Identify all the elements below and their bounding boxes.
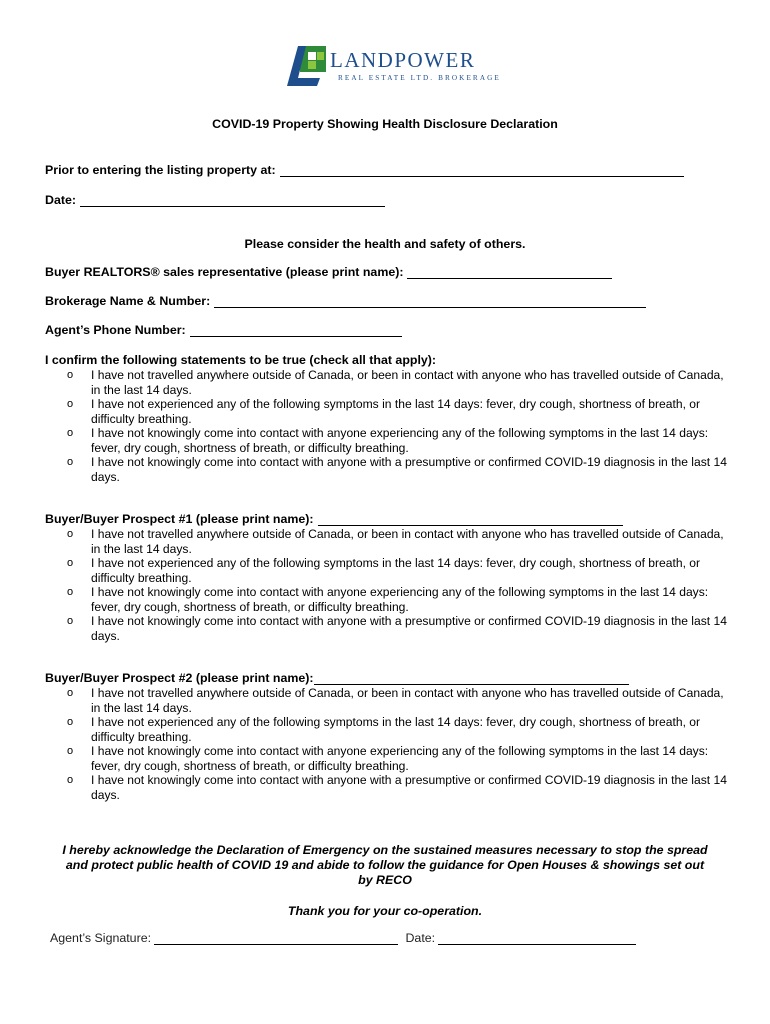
list-item[interactable]	[60, 426, 730, 455]
buyer1-checklist	[60, 527, 730, 643]
buyer2-row	[45, 671, 629, 685]
list-item[interactable]	[60, 744, 730, 773]
brokerage-label: Brokerage Name & Number:	[45, 294, 211, 308]
landpower-logo	[286, 44, 506, 90]
checkbox-bullet-icon[interactable]: o	[67, 716, 74, 728]
agent-phone-row	[45, 323, 402, 337]
list-item[interactable]	[60, 614, 730, 643]
checkbox-bullet-icon[interactable]: o	[67, 427, 74, 439]
statement-text: I have not knowingly come into contact with anyone with a presumptive or confirmed COVID-19 diagnosis in the last 14 days.	[91, 773, 727, 802]
signature-row	[50, 931, 636, 945]
buyer2-name-field[interactable]	[314, 672, 629, 685]
list-item[interactable]	[60, 773, 730, 802]
checkbox-bullet-icon[interactable]: o	[67, 586, 74, 598]
checkbox-bullet-icon[interactable]: o	[67, 369, 74, 381]
logo-subtitle: REAL ESTATE LTD. BROKERAGE	[338, 74, 501, 82]
agent-signature-field[interactable]	[154, 932, 398, 945]
logo-name: LANDPOWER	[330, 48, 476, 72]
list-item[interactable]	[60, 397, 730, 426]
checkbox-bullet-icon[interactable]: o	[67, 615, 74, 627]
statement-text: I have not travelled anywhere outside of Canada, or been in contact with anyone who has travelled outside of Canada, in the last 14 days.	[91, 527, 724, 556]
brokerage-field[interactable]	[214, 295, 646, 308]
statement-text: I have not knowingly come into contact with anyone experiencing any of the following symptoms in the last 14 days: fever, dry cough, shortness of breath, or difficulty breathing.	[91, 585, 709, 614]
list-item[interactable]	[60, 556, 730, 585]
list-item[interactable]	[60, 368, 730, 397]
statement-text: I have not travelled anywhere outside of Canada, or been in contact with anyone who has travelled outside of Canada, in the last 14 days.	[91, 368, 724, 397]
listing-property-label: Prior to entering the listing property at:	[45, 163, 276, 177]
checkbox-bullet-icon[interactable]: o	[67, 528, 74, 540]
confirm-heading: I confirm the following statements to be true (check all that apply):	[45, 353, 437, 367]
agent-phone-field[interactable]	[190, 324, 402, 337]
listing-property-row	[45, 163, 684, 177]
listing-property-field[interactable]	[280, 164, 684, 177]
buyer-realtor-label: Buyer REALTORS® sales representative (please print name):	[45, 265, 404, 279]
buyer1-name-field[interactable]	[318, 513, 623, 526]
statement-text: I have not experienced any of the following symptoms in the last 14 days: fever, dry cough, shortness of breath, or difficulty breathing.	[91, 397, 701, 426]
checkbox-bullet-icon[interactable]: o	[67, 745, 74, 757]
statement-text: I have not knowingly come into contact with anyone with a presumptive or confirmed COVID-19 diagnosis in the last 14 days.	[91, 455, 727, 484]
statement-text: I have not knowingly come into contact with anyone experiencing any of the following symptoms in the last 14 days: fever, dry cough, shortness of breath, or difficulty breathing.	[91, 426, 709, 455]
list-item[interactable]	[60, 527, 730, 556]
acknowledgement-text: I hereby acknowledge the Declaration of Emergency on the sustained measures necessary to stop the spread and protect public health of COVID 19 and abide to follow the guidance for Open Houses & showings set out by RECO	[62, 843, 708, 887]
date-field[interactable]	[80, 194, 385, 207]
checkbox-bullet-icon[interactable]: o	[67, 774, 74, 786]
date-row	[45, 193, 385, 207]
buyer-realtor-field[interactable]	[407, 266, 612, 279]
statement-text: I have not knowingly come into contact with anyone experiencing any of the following symptoms in the last 14 days: fever, dry cough, shortness of breath, or difficulty breathing.	[91, 744, 709, 773]
list-item[interactable]	[60, 686, 730, 715]
landpower-emblem-icon	[286, 44, 332, 88]
checkbox-bullet-icon[interactable]: o	[67, 687, 74, 699]
thanks-text: Thank you for your co-operation.	[287, 904, 483, 918]
buyer2-checklist	[60, 686, 730, 802]
brokerage-row	[45, 294, 646, 308]
buyer2-label: Buyer/Buyer Prospect #2 (please print name):	[45, 671, 314, 685]
checkbox-bullet-icon[interactable]: o	[67, 557, 74, 569]
document-title: COVID-19 Property Showing Health Disclosure Declaration	[212, 117, 558, 131]
statement-text: I have not travelled anywhere outside of Canada, or been in contact with anyone who has travelled outside of Canada, in the last 14 days.	[91, 686, 724, 715]
signature-date-field[interactable]	[438, 932, 636, 945]
statement-text: I have not experienced any of the following symptoms in the last 14 days: fever, dry cough, shortness of breath, or difficulty breathing.	[91, 715, 701, 744]
statement-text: I have not experienced any of the following symptoms in the last 14 days: fever, dry cough, shortness of breath, or difficulty breathing.	[91, 556, 701, 585]
buyer1-label: Buyer/Buyer Prospect #1 (please print name):	[45, 512, 314, 526]
buyer-realtor-row	[45, 265, 612, 279]
date-label: Date:	[45, 193, 76, 207]
buyer1-row	[45, 512, 623, 526]
signature-date-label: Date:	[405, 931, 436, 945]
reminder-text: Please consider the health and safety of others.	[244, 237, 526, 251]
statement-text: I have not knowingly come into contact with anyone with a presumptive or confirmed COVID-19 diagnosis in the last 14 days.	[91, 614, 727, 643]
checkbox-bullet-icon[interactable]: o	[67, 398, 74, 410]
agent-checklist	[60, 368, 730, 484]
list-item[interactable]	[60, 585, 730, 614]
list-item[interactable]	[60, 455, 730, 484]
agent-phone-label: Agent’s Phone Number:	[45, 323, 186, 337]
agent-signature-label: Agent’s Signature:	[50, 931, 152, 945]
list-item[interactable]	[60, 715, 730, 744]
checkbox-bullet-icon[interactable]: o	[67, 456, 74, 468]
